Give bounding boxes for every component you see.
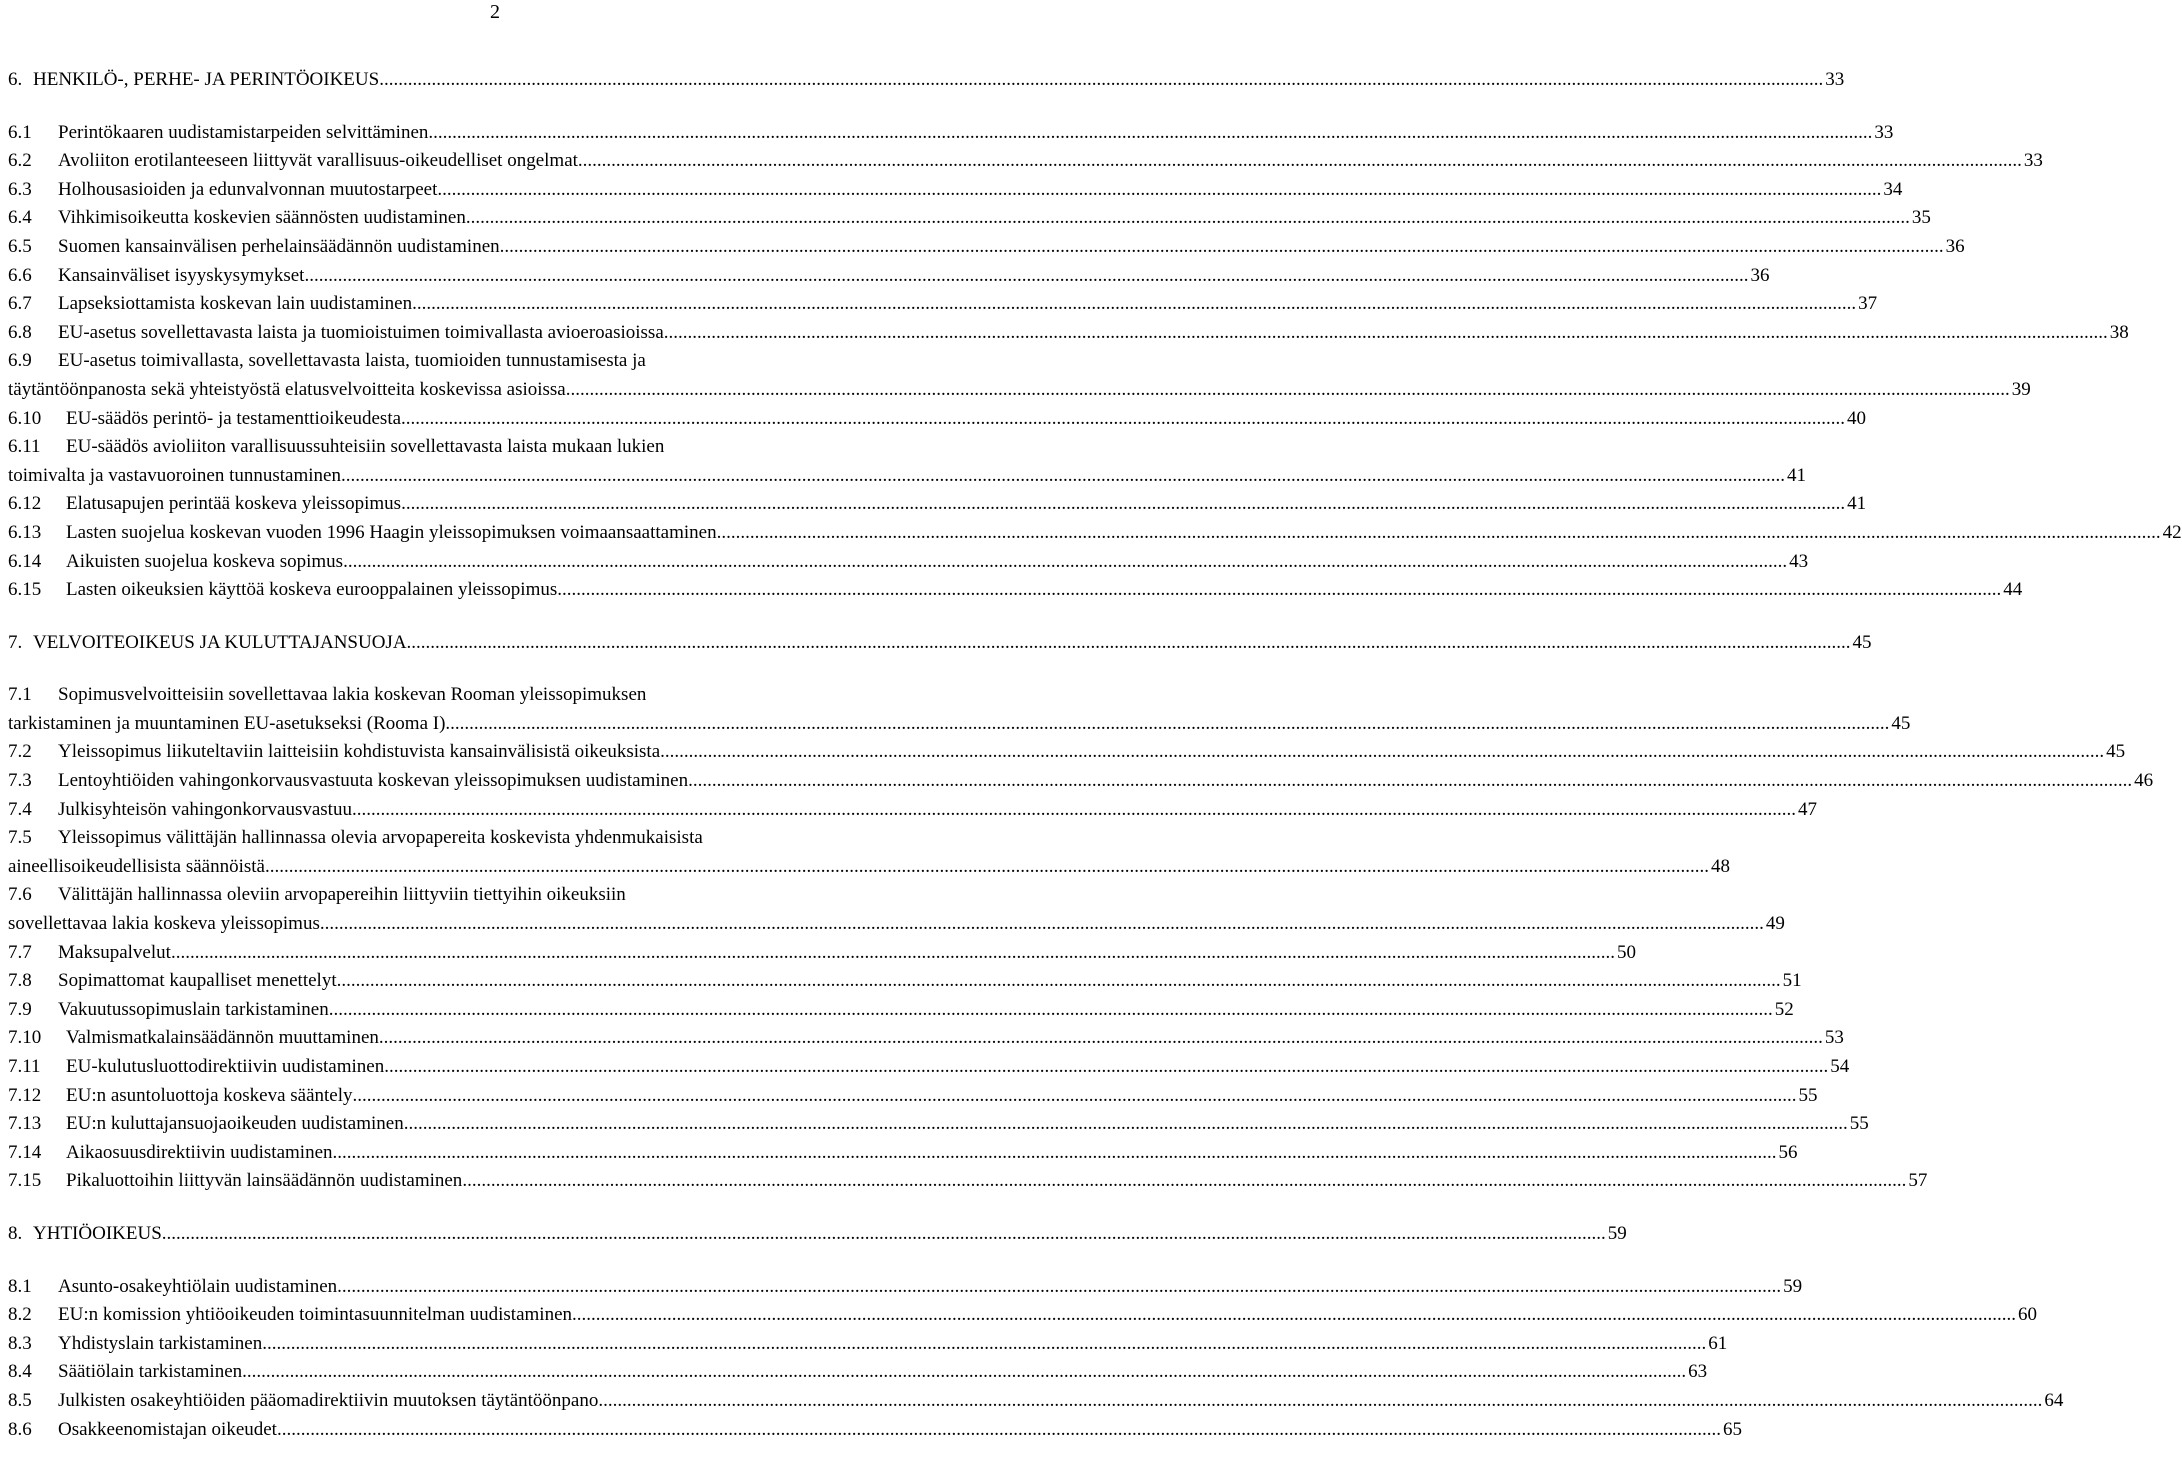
toc-entry	[8, 767, 2154, 796]
toc-entry	[8, 1358, 1708, 1387]
toc-entry	[8, 347, 2031, 404]
toc-number: 8.6	[8, 1418, 32, 1440]
toc-number: 7.9	[8, 998, 32, 1020]
toc-page-number: 65	[1722, 1418, 1742, 1440]
toc-entry	[8, 1416, 1742, 1445]
toc-page-number: 52	[1774, 998, 1794, 1020]
toc-title: VELVOITEOIKEUS JA KULUTTAJANSUOJA	[33, 631, 407, 653]
toc-page-number: 33	[2023, 150, 2043, 172]
toc-number: 7.14	[8, 1141, 42, 1163]
toc-title: HENKILÖ-, PERHE- JA PERINTÖOIKEUS	[33, 69, 380, 90]
toc-number: 6.1	[8, 121, 32, 143]
toc-entry	[8, 1330, 1728, 1359]
toc-number: 8.2	[8, 1304, 32, 1326]
toc-number: 6.11	[8, 436, 41, 458]
toc-leader-dots	[717, 519, 2161, 548]
toc-title: EU-asetus sovellettavasta laista ja tuomioistuimen toimivallasta avioeroasioissa	[58, 321, 664, 343]
toc-page-number: 59	[1607, 1222, 1627, 1244]
toc-chapter-entry	[8, 629, 1872, 658]
toc-page-number: 56	[1778, 1141, 1798, 1163]
toc-leader-dots	[352, 796, 1796, 825]
toc-entry	[8, 996, 1794, 1025]
toc-leader-dots	[412, 290, 1856, 319]
toc-page-number: 64	[2044, 1389, 2064, 1411]
toc-entry	[8, 1024, 1844, 1053]
toc-title: Osakkeenomistajan oikeudet	[58, 1418, 277, 1440]
toc-page-number: 55	[1798, 1084, 1818, 1106]
toc-leader-dots	[341, 462, 1785, 491]
toc-leader-dots	[384, 1053, 1828, 1082]
toc-title: Perintökaaren uudistamistarpeiden selvittäminen	[58, 121, 429, 143]
toc-title: YHTIÖOIKEUS	[33, 1222, 162, 1244]
toc-chapter-entry	[8, 66, 1845, 95]
toc-title: Avoliiton erotilanteeseen liittyvät varallisuus-oikeudelliset ongelmat	[58, 150, 578, 172]
toc-title: Lentoyhtiöiden vahingonkorvausvastuuta koskevan yleissopimuksen uudistaminen	[58, 770, 689, 792]
toc-page-number: 38	[2109, 321, 2129, 343]
toc-entry	[8, 738, 2126, 767]
toc-page-number: 54	[1830, 1056, 1850, 1077]
toc-title: Yhdistyslain tarkistaminen	[58, 1332, 263, 1354]
toc-entry	[8, 939, 1636, 968]
toc-leader-dots	[688, 767, 2132, 796]
toc-title: Aikuisten suojelua koskeva sopimus	[66, 550, 344, 572]
toc-title: Sopimattomat kaupalliset menettelyt	[58, 970, 337, 992]
toc-number: 7.	[8, 631, 23, 653]
toc-leader-dots	[572, 1301, 2016, 1330]
toc-number: 7.1	[8, 684, 32, 706]
toc-entry	[8, 1082, 1818, 1111]
toc-leader-dots	[337, 967, 1781, 996]
toc-title: EU:n asuntoluottoja koskeva sääntely	[66, 1084, 353, 1106]
toc-title: Holhousasioiden ja edunvalvonnan muutostarpeet	[58, 178, 438, 200]
toc-page-number: 46	[2134, 770, 2154, 792]
toc-page-number: 61	[1708, 1332, 1728, 1354]
toc-leader-dots	[337, 1273, 1781, 1302]
toc-leader-dots	[664, 319, 2108, 348]
toc-leader-dots	[462, 1167, 1906, 1196]
toc-entry	[8, 881, 1785, 938]
toc-title: Vihkimisoikeutta koskevien säännösten uudistaminen	[58, 207, 466, 229]
toc-entry	[8, 1053, 1850, 1082]
toc-title: aineellisoikeudellisista säännöistä	[8, 855, 265, 877]
toc-entry	[8, 204, 1931, 233]
toc-page-number: 48	[1710, 855, 1730, 877]
toc-leader-dots	[598, 1387, 2042, 1416]
toc-title: Pikaluottoihin liittyvän lainsäädännön uudistaminen	[66, 1170, 463, 1192]
toc-leader-dots	[401, 490, 1845, 519]
toc-leader-dots	[557, 576, 2001, 605]
toc-page-number: 33	[1825, 69, 1845, 90]
toc-title: Lasten suojelua koskevan vuoden 1996 Haagin yleissopimuksen voimaansaattaminen	[66, 521, 717, 543]
toc-leader-dots	[343, 548, 1787, 577]
toc-number: 6.3	[8, 178, 32, 200]
toc-title: Julkisten osakeyhtiöiden pääomadirektiivin muutoksen täytäntöönpano	[58, 1389, 599, 1411]
toc-page-number: 41	[1786, 464, 1806, 486]
toc-title: Yleissopimus liikuteltaviin laitteisiin kohdistuvista kansainvälisistä oikeuksista	[58, 741, 661, 763]
toc-entry	[8, 1301, 2038, 1330]
toc-leader-dots	[277, 1416, 1721, 1445]
toc-number: 6.	[8, 69, 23, 90]
toc-number: 8.3	[8, 1332, 32, 1354]
toc-title: tarkistaminen ja muuntaminen EU-asetukseksi (Rooma I)	[8, 712, 446, 734]
toc-leader-dots	[262, 1330, 1706, 1359]
toc-number: 6.7	[8, 293, 32, 315]
toc-entry	[8, 490, 1867, 519]
toc-page-number: 33	[1874, 121, 1894, 143]
toc-leader-dots	[329, 996, 1773, 1025]
toc-number: 7.8	[8, 970, 32, 992]
toc-number: 7.12	[8, 1084, 42, 1106]
toc-entry	[8, 119, 1894, 148]
toc-number: 6.5	[8, 235, 32, 257]
toc-leader-dots	[500, 233, 1944, 262]
toc-entry	[8, 1110, 1869, 1139]
toc-page-number: 45	[1852, 631, 1872, 653]
toc-entry	[8, 519, 2182, 548]
toc-page-number: 45	[1891, 712, 1911, 734]
toc-number: 8.5	[8, 1389, 32, 1411]
toc-title: EU-asetus toimivallasta, sovellettavasta laista, tuomioiden tunnustamisesta ja	[58, 350, 646, 372]
toc-page-number: 34	[1883, 178, 1903, 200]
toc-entry	[8, 262, 1770, 291]
toc-page-number: 45	[2106, 741, 2126, 763]
toc-number: 7.13	[8, 1113, 42, 1135]
toc-chapter-entry	[8, 1220, 1627, 1249]
toc-title: EU-kulutusluottodirektiivin uudistaminen	[66, 1056, 385, 1077]
toc-leader-dots	[407, 629, 1851, 658]
toc-number: 6.15	[8, 579, 42, 601]
toc-number: 7.7	[8, 941, 32, 963]
toc-page-number: 35	[1911, 207, 1931, 229]
toc-number: 8.1	[8, 1275, 32, 1297]
toc-leader-dots	[265, 853, 1709, 882]
toc-entry	[8, 1273, 1803, 1302]
toc-title: Elatusapujen perintää koskeva yleissopimus	[66, 493, 402, 515]
toc-number: 7.15	[8, 1170, 42, 1192]
toc-page-number: 49	[1765, 913, 1785, 935]
toc-number: 6.13	[8, 521, 42, 543]
toc-number: 6.8	[8, 321, 32, 343]
toc-title: Suomen kansainvälisen perhelainsäädännön uudistaminen	[58, 235, 500, 257]
toc-number: 6.12	[8, 493, 42, 515]
toc-entry	[8, 681, 1911, 738]
toc-page-number: 63	[1688, 1361, 1708, 1383]
toc-entry	[8, 319, 2129, 348]
toc-page-number: 43	[1789, 550, 1809, 572]
toc-title: Maksupalvelut	[58, 941, 171, 963]
toc-number: 6.2	[8, 150, 32, 172]
toc-title: täytäntöönpanosta sekä yhteistyöstä elatusvelvoitteita koskevissa asioissa	[8, 378, 566, 400]
toc-leader-dots	[404, 1110, 1848, 1139]
toc-leader-dots	[304, 262, 1748, 291]
toc-title: Valmismatkalainsäädännön muuttaminen	[66, 1027, 379, 1049]
toc-page-number: 40	[1847, 407, 1867, 429]
toc-title: Julkisyhteisön vahingonkorvausvastuu	[58, 798, 352, 820]
toc-leader-dots	[171, 939, 1615, 968]
table-of-contents	[8, 66, 2182, 1444]
toc-title: Aikaosuusdirektiivin uudistaminen	[66, 1141, 333, 1163]
toc-title: toimivalta ja vastavuoroinen tunnustaminen	[8, 464, 341, 486]
toc-leader-dots	[566, 376, 2010, 405]
toc-entry	[8, 548, 1809, 577]
toc-page-number: 37	[1858, 293, 1878, 315]
toc-page-number: 51	[1782, 970, 1802, 992]
toc-number: 7.6	[8, 884, 32, 906]
toc-entry	[8, 576, 2023, 605]
toc-leader-dots	[379, 66, 1823, 95]
toc-page-number: 55	[1849, 1113, 1869, 1135]
toc-page-number: 60	[2018, 1304, 2038, 1326]
toc-entry	[8, 1139, 1798, 1168]
toc-entry	[8, 433, 1806, 490]
toc-entry	[8, 1167, 1928, 1196]
toc-page-number: 59	[1783, 1275, 1803, 1297]
toc-page-number: 41	[1847, 493, 1867, 515]
toc-entry	[8, 1387, 2064, 1416]
toc-page-number: 53	[1824, 1027, 1844, 1049]
toc-leader-dots	[660, 738, 2104, 767]
toc-leader-dots	[242, 1358, 1686, 1387]
toc-entry	[8, 824, 1730, 881]
toc-number: 6.6	[8, 264, 32, 286]
toc-leader-dots	[437, 176, 1881, 205]
toc-title: Välittäjän hallinnassa oleviin arvopapereihin liittyviin tiettyihin oikeuksiin	[58, 884, 626, 906]
toc-entry	[8, 405, 1867, 434]
toc-leader-dots	[445, 710, 1889, 739]
toc-leader-dots	[466, 204, 1910, 233]
toc-page-number: 39	[2011, 378, 2031, 400]
toc-title: Lapseksiottamista koskevan lain uudistaminen	[58, 293, 413, 315]
toc-number: 6.9	[8, 350, 32, 372]
toc-title: Vakuutussopimuslain tarkistaminen	[58, 998, 329, 1020]
toc-leader-dots	[428, 119, 1872, 148]
toc-title: Lasten oikeuksien käyttöä koskeva eurooppalainen yleissopimus	[66, 579, 558, 601]
toc-number: 7.2	[8, 741, 32, 763]
toc-number: 6.4	[8, 207, 32, 229]
toc-title: Asunto-osakeyhtiölain uudistaminen	[58, 1275, 338, 1297]
toc-title: Kansainväliset isyyskysymykset	[58, 264, 305, 286]
toc-title: EU-säädös perintö- ja testamenttioikeudesta	[66, 407, 402, 429]
toc-number: 7.3	[8, 770, 32, 792]
toc-entry	[8, 147, 2043, 176]
toc-page-number: 57	[1908, 1170, 1928, 1192]
toc-number: 6.10	[8, 407, 42, 429]
toc-title: Säätiölain tarkistaminen	[58, 1361, 243, 1383]
toc-leader-dots	[162, 1220, 1606, 1249]
toc-number: 8.	[8, 1222, 23, 1244]
page-number: 2	[490, 1, 500, 23]
toc-entry	[8, 967, 1802, 996]
toc-title: EU-säädös avioliiton varallisuussuhteisiin sovellettavasta laista mukaan lukien	[66, 436, 665, 458]
toc-title: EU:n komission yhtiöoikeuden toimintasuunnitelman uudistaminen	[58, 1304, 573, 1326]
toc-title: sovellettavaa lakia koskeva yleissopimus	[8, 913, 320, 935]
toc-number: 7.10	[8, 1027, 42, 1049]
toc-number: 7.4	[8, 798, 32, 820]
toc-entry	[8, 796, 1817, 825]
toc-page-number: 36	[1750, 264, 1770, 286]
toc-page-number: 42	[2162, 521, 2182, 543]
toc-leader-dots	[333, 1139, 1777, 1168]
toc-title: Sopimusvelvoitteisiin sovellettavaa lakia koskevan Rooman yleissopimuksen	[58, 684, 647, 706]
toc-entry	[8, 290, 1878, 319]
toc-number: 7.5	[8, 827, 32, 849]
toc-title: EU:n kuluttajansuojaoikeuden uudistaminen	[66, 1113, 404, 1135]
toc-number: 6.14	[8, 550, 42, 572]
toc-page-number: 36	[1945, 235, 1965, 257]
toc-page-number: 47	[1797, 798, 1817, 820]
toc-number: 8.4	[8, 1361, 32, 1383]
toc-leader-dots	[320, 910, 1764, 939]
toc-leader-dots	[401, 405, 1845, 434]
toc-leader-dots	[578, 147, 2022, 176]
toc-leader-dots	[353, 1082, 1797, 1111]
toc-page-number: 50	[1616, 941, 1636, 963]
toc-leader-dots	[379, 1024, 1823, 1053]
toc-title: Yleissopimus välittäjän hallinnassa olevia arvopapereita koskevista yhdenmukaisista	[58, 827, 703, 849]
toc-entry	[8, 233, 1965, 262]
toc-page-number: 44	[2003, 579, 2023, 601]
toc-number: 7.11	[8, 1056, 41, 1077]
toc-entry	[8, 176, 1903, 205]
